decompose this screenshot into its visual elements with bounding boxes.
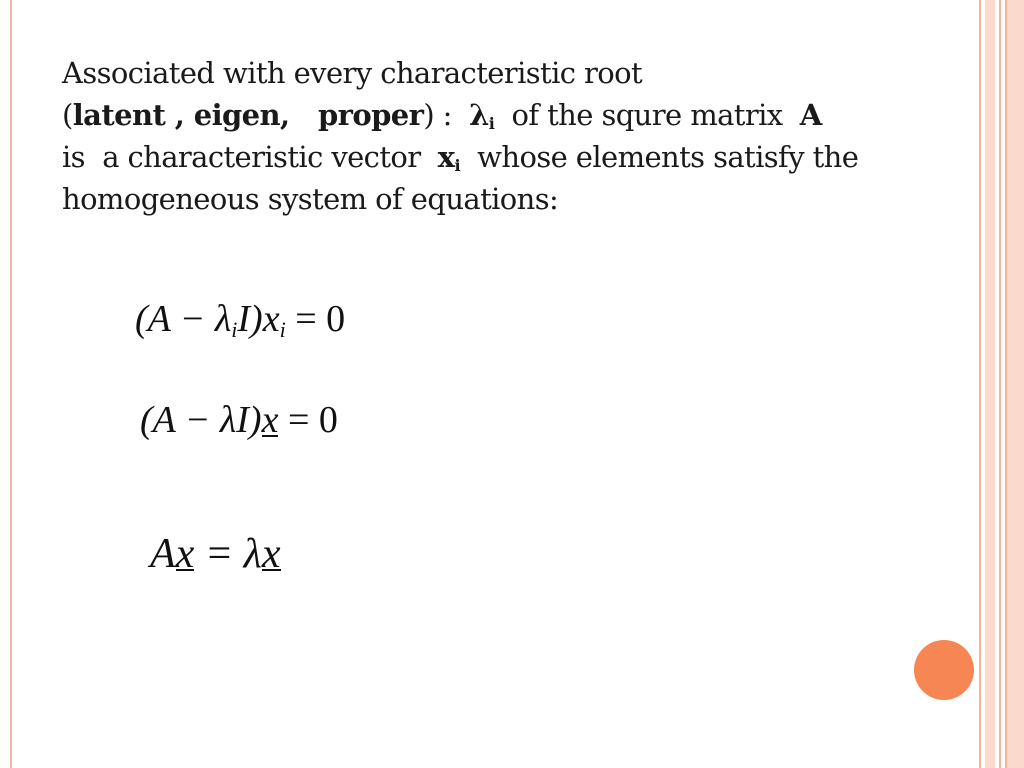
paragraph-line-3 <box>62 135 967 177</box>
equation-2 <box>140 398 338 442</box>
paragraph-line-2 <box>62 93 967 135</box>
right-border-line <box>979 0 981 768</box>
eq3-A: A <box>150 531 176 577</box>
lambda-symbol: λ <box>469 98 489 132</box>
eq1-x-sub: i <box>279 317 286 342</box>
right-border-band-outer <box>1005 0 1024 768</box>
eq3-equals-lambda: = λ <box>194 531 262 577</box>
vector-x-symbol: x <box>437 140 455 174</box>
matrix-A-symbol: A <box>799 98 822 132</box>
eq3-x-left: x <box>175 531 195 577</box>
text-satisfy: whose elements satisfy the <box>459 140 859 174</box>
text-vector: is a characteristic vector <box>62 140 438 174</box>
synonyms-bold: latent , eigen, proper <box>72 98 424 132</box>
lambda-subscript: i <box>488 114 495 133</box>
body-paragraph <box>62 51 967 219</box>
text-line-1: Associated with every characteristic root <box>62 56 643 90</box>
right-border-band <box>985 0 995 768</box>
eq1-lhs-rest: I)x <box>237 298 280 340</box>
equation-1 <box>135 297 345 343</box>
equation-3 <box>150 530 281 578</box>
eq1-lhs: (A − λ <box>135 298 232 340</box>
eq2-lhs: (A − λI) <box>140 399 262 441</box>
eq1-lambda-sub: i <box>231 317 238 342</box>
text-matrix: of the squre matrix <box>494 98 800 132</box>
right-border-line-outer <box>999 0 1001 768</box>
left-border-decoration <box>0 0 12 768</box>
eq2-rhs: = 0 <box>278 399 338 441</box>
paragraph-line-4 <box>62 177 967 219</box>
eq2-vector-x: x <box>261 399 279 441</box>
orange-circle-decoration <box>914 640 974 700</box>
eq3-x-right: x <box>261 531 281 577</box>
close-paren-colon: ) : <box>423 98 470 132</box>
text-line-4: homogeneous system of equations: <box>62 182 559 216</box>
eq1-rhs: = 0 <box>285 298 346 340</box>
paragraph-line-1 <box>62 51 967 93</box>
vector-subscript: i <box>454 156 460 175</box>
open-paren: ( <box>62 98 73 132</box>
